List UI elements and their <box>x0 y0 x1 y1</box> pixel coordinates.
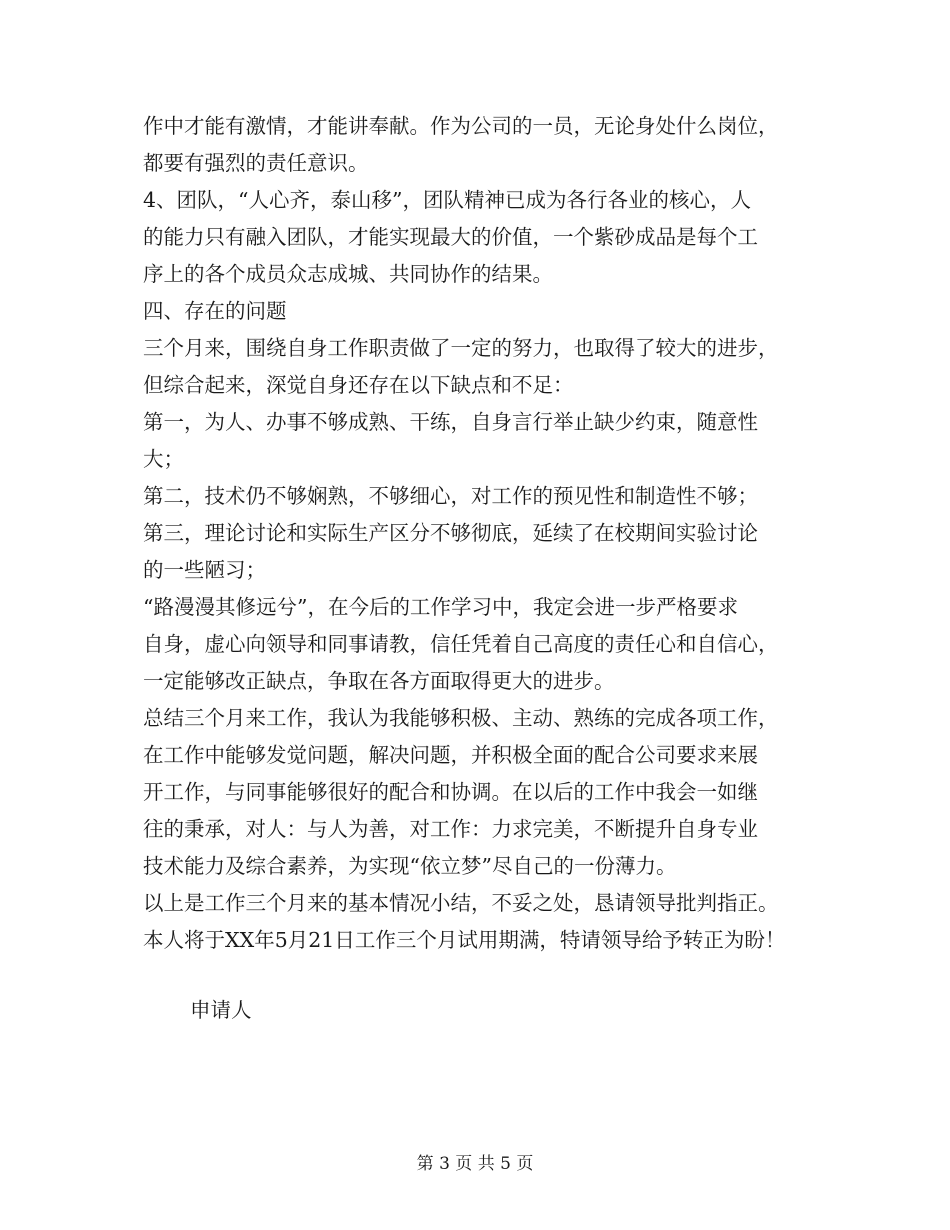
signature-label: 申请人 <box>190 998 252 1022</box>
body-line-7: 三个月来，围绕自身工作职责做了一定的努力，也取得了较大的进步， <box>143 336 779 360</box>
body-line-15: 自身，虚心向领导和同事请教，信任凭着自己高度的责任心和自信心， <box>143 632 779 656</box>
body-line-12: 第三，理论讨论和实际生产区分不够彻底，延续了在校期间实验讨论 <box>143 521 758 545</box>
body-line-10: 大； <box>143 447 184 471</box>
body-line-8: 但综合起来，深觉自身还存在以下缺点和不足： <box>143 373 574 397</box>
body-line-22: 以上是工作三个月来的基本情况小结，不妥之处，恳请领导批判指正。 <box>143 891 779 915</box>
body-line-16: 一定能够改正缺点，争取在各方面取得更大的进步。 <box>143 669 615 693</box>
body-line-20: 往的秉承，对人：与人为善，对工作：力求完美，不断提升自身专业 <box>143 817 758 841</box>
body-line-17: 总结三个月来工作，我认为我能够积极、主动、熟练的完成各项工作， <box>143 706 779 730</box>
body-line-2: 都要有强烈的责任意识。 <box>143 151 369 175</box>
body-line-23: 本人将于XX年5月21日工作三个月试用期满，特请领导给予转正为盼！ <box>143 928 786 952</box>
body-line-4: 的能力只有融入团队，才能实现最大的价值，一个紫砂成品是每个工 <box>143 225 758 249</box>
body-line-1: 作中才能有激情，才能讲奉献。作为公司的一员，无论身处什么岗位， <box>143 114 779 138</box>
body-line-14: “路漫漫其修远兮”，在今后的工作学习中，我定会进一步严格要求 <box>143 595 738 619</box>
body-line-11: 第二，技术仍不够娴熟，不够细心，对工作的预见性和制造性不够； <box>143 484 758 508</box>
body-line-5: 序上的各个成员众志成城、共同协作的结果。 <box>143 262 553 286</box>
body-line-19: 开工作，与同事能够很好的配合和协调。在以后的工作中我会一如继 <box>143 780 758 804</box>
page-footer: 第 3 页 共 5 页 <box>416 1154 534 1174</box>
body-line-9: 第一，为人、办事不够成熟、干练，自身言行举止缺少约束，随意性 <box>143 410 758 434</box>
body-line-18: 在工作中能够发觉问题，解决问题，并积极全面的配合公司要求来展 <box>143 743 758 767</box>
body-line-13: 的一些陋习； <box>143 558 266 582</box>
section-heading: 四、存在的问题 <box>143 299 287 323</box>
body-line-21: 技术能力及综合素养，为实现“依立梦”尽自己的一份薄力。 <box>143 854 677 878</box>
body-line-3: 4、团队，“人心齐，泰山移”，团队精神已成为各行各业的核心，人 <box>143 188 752 212</box>
